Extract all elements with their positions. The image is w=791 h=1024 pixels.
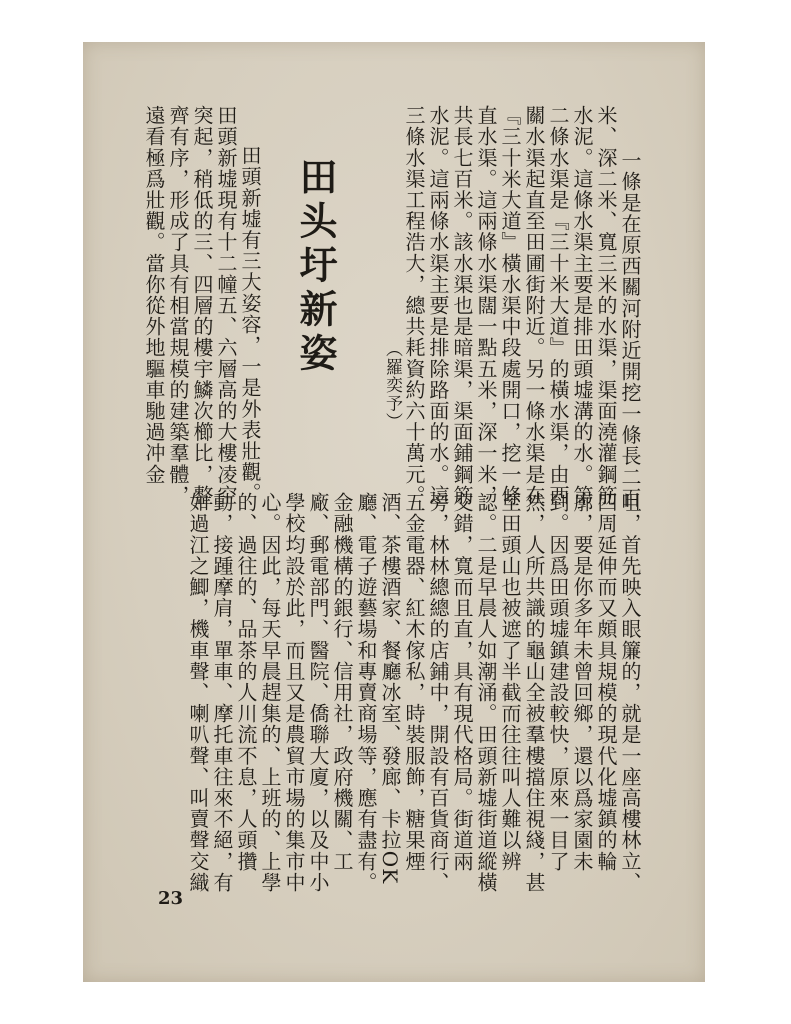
book-page bbox=[83, 42, 705, 982]
article-column-4: 齊有序，形成了具有相當規模的建築羣體， bbox=[166, 105, 190, 506]
top-column-3: 水泥。這條水渠主要是排田頭墟溝的水。第 bbox=[570, 105, 594, 506]
top-column-9: 水泥。這兩條水渠主要是排除路面的水。這 bbox=[426, 105, 450, 506]
page-number: 23 bbox=[158, 888, 184, 909]
bottom-column-11: 酒、茶樓酒家、餐廳冰室、發廊、卡拉OK bbox=[378, 492, 402, 885]
bottom-column-15: 學校均設於此，而且又是農貿市場的集市中 bbox=[282, 492, 306, 893]
top-column-8: 共長七百米。該水渠也是暗渠，渠面鋪鋼筋 bbox=[450, 105, 474, 506]
bottom-column-8: 交錯，寬而且直，具有現代格局。街道兩 bbox=[450, 492, 474, 872]
top-column-2: 米、深二米、寬三米的水渠，渠面澆灌鋼筋 bbox=[594, 105, 618, 506]
bottom-column-7: 認。二是早晨人如潮涌。田頭新墟街道縱橫 bbox=[474, 492, 498, 893]
article-title: 田头圩新姿 bbox=[293, 157, 337, 377]
bottom-column-12: 廳、電子遊藝場和專賣商場等，應有盡有。 bbox=[354, 492, 378, 893]
top-column-1: 一條是在原西關河附近開挖一條長二百 bbox=[618, 150, 642, 509]
bottom-column-3: 廓，要是你多年未曾回鄉，還以爲家園未 bbox=[570, 492, 594, 872]
top-column-6: 『三十米大道』橫水渠中段處開口，挖一條 bbox=[498, 105, 522, 506]
bottom-column-19: 如過江之鯽，機車聲、喇叭聲、叫賣聲交織 bbox=[186, 492, 210, 893]
bottom-column-14: 廠、郵電部門、醫院、僑聯大廈，以及中小 bbox=[306, 492, 330, 893]
bottom-column-2: 四周延伸而又頗具規模的現代化墟鎮的輪 bbox=[594, 492, 618, 872]
bottom-column-13: 金融機構的銀行、信用社，政府機關、工 bbox=[330, 492, 354, 872]
article-column-3: 突起，稍低的三、四層的樓宇鱗次櫛比，整 bbox=[190, 105, 214, 506]
bottom-column-1: 咀，首先映入眼簾的，就是一座高樓林立、 bbox=[618, 492, 642, 893]
article-column-1: 田頭新墟有三大姿容，一是外表壯觀。 bbox=[238, 145, 262, 504]
article-column-2: 田頭新墟現有十二幢五、六層高的大樓凌空 bbox=[214, 105, 238, 506]
top-column-7: 直水渠。這兩條水渠闊一點五米，深一米， bbox=[474, 105, 498, 506]
top-column-10: 三條水渠工程浩大，總共耗資約六十萬元。 bbox=[402, 105, 426, 506]
bottom-column-6: 至田頭山也被遮了半截而往往叫人難以辨 bbox=[498, 492, 522, 872]
bottom-column-18: 動，接踵摩肩，單車、摩托車往來不絕，有 bbox=[210, 492, 234, 893]
bottom-column-4: 到。因爲田頭墟鎮建設較快，原來一目了 bbox=[546, 492, 570, 872]
bottom-column-16: 心。因此，每天早晨趕集的、上班的、上學 bbox=[258, 492, 282, 893]
top-column-4: 二條水渠是『三十米大道』的橫水渠，由西 bbox=[546, 105, 570, 506]
author-signature: （羅奕予） bbox=[382, 340, 402, 431]
top-column-5: 關水渠起直至田圃街附近。另一條水渠是在 bbox=[522, 105, 546, 506]
bottom-column-5: 然，人所共識的龜山全被羣樓擋住視綫，甚 bbox=[522, 492, 546, 893]
bottom-column-10: 五金電器、紅木傢私，時裝服飾，糖果煙 bbox=[402, 492, 426, 872]
bottom-column-9: 旁，林林總總的店鋪中，開設有百貨商行、 bbox=[426, 492, 450, 893]
article-column-5: 遠看極爲壯觀。當你從外地驅車馳過冲金 bbox=[142, 105, 166, 485]
bottom-column-17: 的、過往的、品茶的人川流不息，人頭攢 bbox=[234, 492, 258, 872]
